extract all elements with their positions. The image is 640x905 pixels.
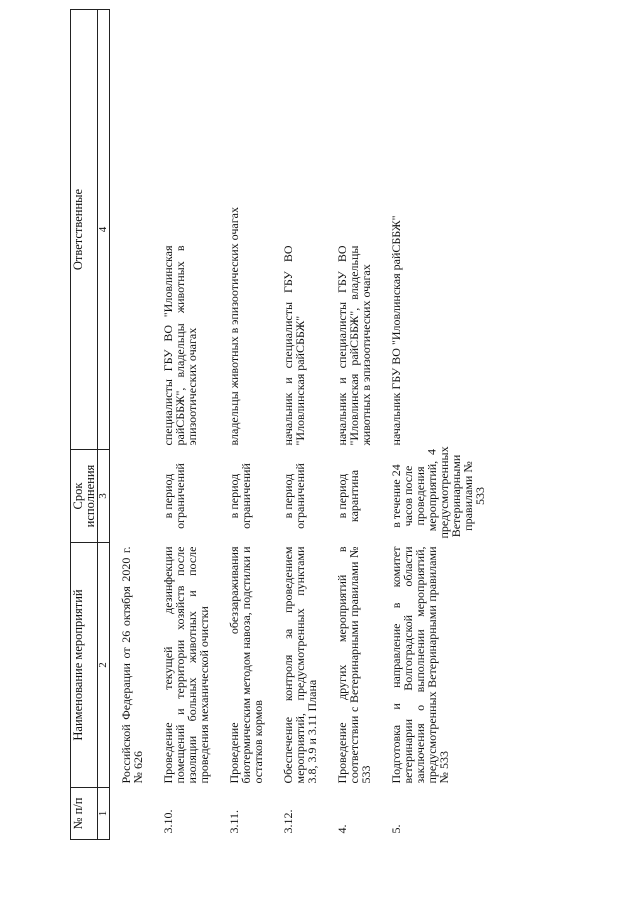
row-responsible [272,10,326,450]
table-row [326,10,380,840]
row-number [110,788,153,840]
row-responsible-text: владельцы животных в эпизоотических очагах [227,207,241,446]
row-responsible-text: специалисты ГБУ ВО "Иловлинская райСББЖ", владельцы животных в эпизоотических очагах [161,245,199,446]
rotated-table-sheet [70,10,490,840]
row-responsible-text: начальник и специалисты ГБУ ВО "Иловлинская райСББЖ" [281,245,307,446]
table-row [152,10,218,840]
header-number: № п/п [71,788,98,840]
row-measure: Проведение других мероприятий в соответствии с Ветеринарными правилами № 533 [335,546,373,784]
row-term: в период ограничений [161,463,187,529]
header-name: Наименование мероприятий [71,543,98,788]
row-term [110,450,153,543]
column-number-2: 2 [98,543,110,788]
column-number-1: 1 [98,788,110,840]
row-measure: Проведение текущей дезинфекции помещений и территории хозяйств после изоляции больных животных и после проведения механической очистки [161,546,211,784]
row-responsible [110,10,153,450]
table-row [218,10,272,840]
row-term: в период ограничений [227,463,253,529]
row-term: в период карантина [335,469,361,523]
row-responsible-text: начальник ГБУ ВО "Иловлинская райСББЖ" [389,215,403,446]
row-number: 4. [335,824,349,834]
column-number-3: 3 [98,450,110,543]
table-column-numbers-row [98,10,110,840]
table-row [272,10,326,840]
row-number: 3.12. [281,809,295,834]
row-measure: Проведение обеззараживания биотермическим методом навоза, подстилки и остатков кормов [227,546,265,784]
row-number: 3.11. [227,809,241,834]
row-responsible [326,10,380,450]
page-number: 4 [424,449,439,455]
header-term: Срок исполнения [71,450,98,543]
measures-table [70,9,494,840]
row-term: в период ограничений [281,463,307,529]
row-measure: Подготовка и направление в комитет ветеринарии Волгоградской области заключения о выполнении мероприятий, предусмотренных Ветеринарными правилами № 533 [389,546,451,784]
row-responsible [380,10,494,450]
header-responsible: Ответственные [71,10,98,450]
row-term: в течение 24 часов после проведения мероприятий, предусмотренных Ветеринарными правилами № 533 [389,446,487,539]
row-responsible [152,10,218,450]
row-measure: Обеспечение контроля за проведением мероприятий, предусмотренных пунктами 3.8, 3.9 и 3.11 Плана [281,546,319,784]
row-measure: Российской Федерации от 26 октября 2020 г. № 626 [119,546,145,784]
row-number: 5. [389,824,403,834]
row-number: 3.10. [161,809,175,834]
row-responsible-text: начальник и специалисты ГБУ ВО "Иловлинская райСББЖ", владельцы животных в эпизоотических очагах [335,245,373,446]
table-header-row [71,10,98,840]
row-responsible [218,10,272,450]
table-row [110,10,153,840]
column-number-4: 4 [98,10,110,450]
table-row [380,10,494,840]
